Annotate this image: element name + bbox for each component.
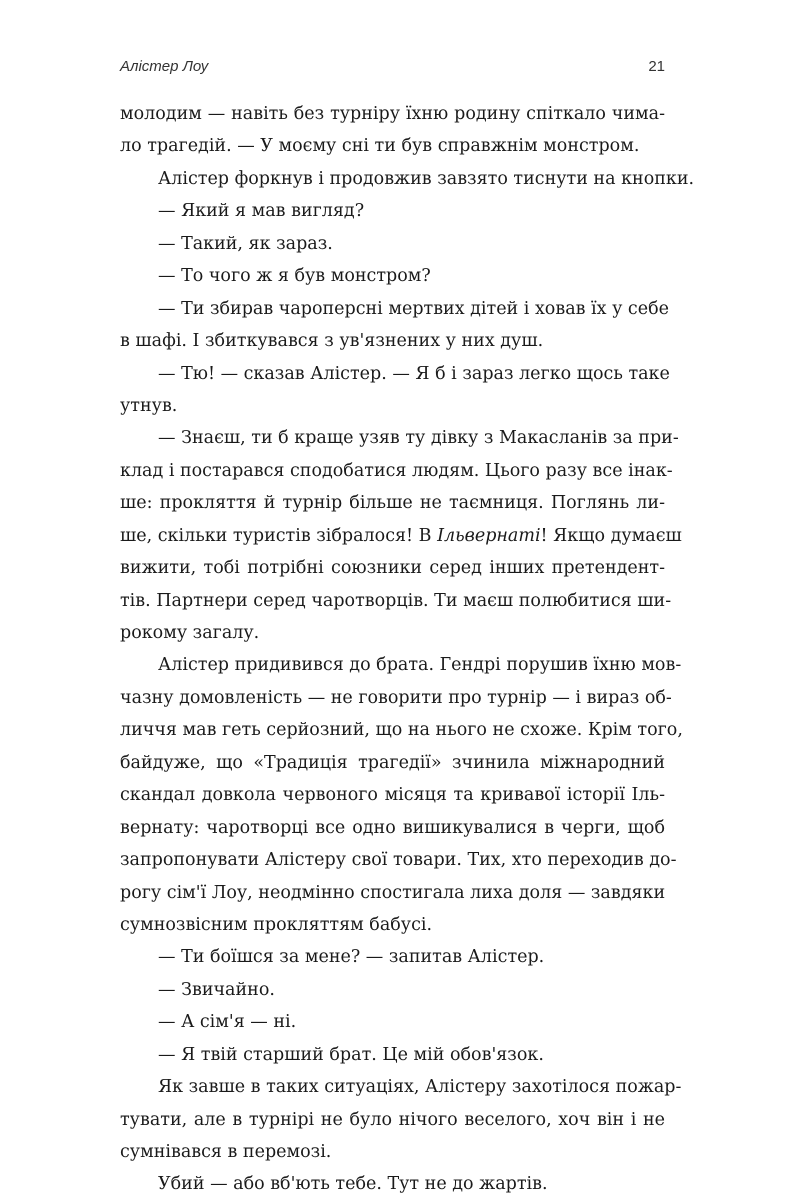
text-line: скандал довкола червоного місяця та кривавої історії Іль- [120, 785, 665, 806]
page-header [120, 58, 665, 80]
text-line: — Ти збирав чароперсні мертвих дітей і ховав їх у себе [158, 298, 669, 319]
text-line: запропонувати Алістеру свої товари. Тих, хто переходив до- [120, 850, 677, 871]
text-line: — Який я мав вигляд? [158, 201, 365, 222]
text-line: тувати, але в турнірі не було нічого веселого, хоч він і не [120, 1109, 665, 1130]
text-line: — Звичайно. [158, 979, 275, 1000]
text-segment: ше, скільки туристів зібралося! В [120, 525, 438, 546]
text-line: вижити, тобі потрібні союзники серед інших претендент- [120, 558, 665, 579]
text-line: — А сім'я — ні. [158, 1012, 297, 1033]
text-line: — Такий, як зараз. [158, 233, 333, 254]
text-line: молодим — навіть без турніру їхню родину спіткало чима- [120, 104, 665, 124]
text-line: личчя мав геть серйозний, що на нього не схоже. Крім того, [120, 720, 683, 741]
text-line: — Я твій старший брат. Це мій обов'язок. [158, 1044, 544, 1065]
text-line: — Тю! — сказав Алістер. — Я б і зараз легко щось таке [158, 363, 670, 384]
text-line: сумнозвісним прокляттям бабусі. [120, 914, 433, 935]
text-line: в шафі. І збиткувався з ув'язнених у них душ. [120, 331, 544, 352]
text-segment: ! Якщо думаєш [540, 525, 682, 546]
running-title: Алістер Лоу [120, 58, 209, 75]
text-line: Убий — або вб'ють тебе. Тут не до жартів. [158, 1174, 548, 1195]
text-line: утнув. [120, 395, 178, 416]
text-line: — То чого ж я був монстром? [158, 266, 431, 287]
italic-place-name: Ільвернаті [437, 525, 541, 546]
text-line: Алістер форкнув і продовжив завзято тиснути на кнопки. [158, 168, 695, 189]
text-line: — Знаєш, ти б краще узяв ту дівку з Макасланів за при- [158, 428, 679, 449]
text-line: клад і постарався сподобатися людям. Цього разу все інак- [120, 460, 673, 481]
text-line: вернату: чаротворці все одно вишикувалися в черги, щоб [120, 817, 665, 838]
text-line: байдуже, що «Традиція трагедії» зчинила міжнародний [120, 752, 665, 773]
text-line: ше: прокляття й турнір більше не таємниця. Поглянь ли- [120, 493, 665, 514]
text-line: сумнівався в перемозі. [120, 1142, 332, 1162]
body-text [120, 98, 695, 1201]
text-line: Алістер придивився до брата. Гендрі порушив їхню мов- [158, 655, 682, 676]
text-line: ло трагедій. — У моєму сні ти був справжнім монстром. [120, 136, 640, 157]
text-line: чазну домовленість — не говорити про турнір — і вираз об- [120, 687, 672, 708]
text-line [120, 520, 682, 552]
text-line: рогу сім'ї Лоу, неодмінно спостигала лиха доля — завдяки [120, 882, 666, 903]
text-line: рокому загалу. [120, 623, 260, 643]
text-line: Як завше в таких ситуаціях, Алістеру захотілося пожар- [158, 1077, 682, 1098]
text-line: тів. Партнери серед чаротворців. Ти маєш полюбитися ши- [120, 590, 672, 611]
text-line: — Ти боїшся за мене? — запитав Алістер. [158, 947, 545, 968]
page-number: 21 [648, 58, 665, 75]
